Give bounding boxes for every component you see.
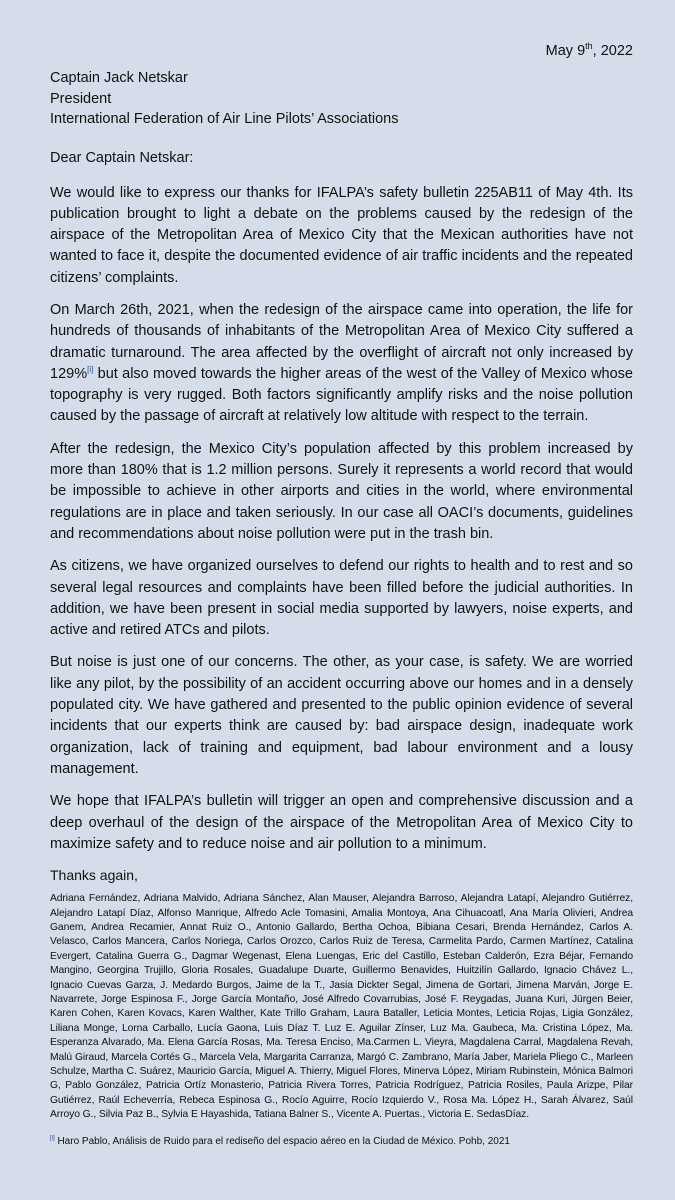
footnote-marker-link[interactable]: [i] (50, 1135, 55, 1142)
recipient-organization: International Federation of Air Line Pilots’ Associations (50, 111, 399, 127)
footnote-text: Haro Pablo, Análisis de Ruido para el rediseño del espacio aéreo en la Ciudad de México. Pohb, 2021 (54, 1135, 510, 1147)
salutation: Dear Captain Netskar: (50, 149, 194, 166)
date-day: May 9 (545, 43, 586, 59)
paragraph-thanks: We would like to express our thanks for IFALPA’s safety bulletin 225AB11 of May 4th. Its publication brought to light a debate on the problems caused by the redesign of the airspace of the Metropolitan Area of Mexico City that the Mexican authorities have not wanted to face it, despite the documented evidence of air traffic incidents and the repeated citizens’ complaints. (50, 184, 633, 286)
signatories-list: Adriana Fernández, Adriana Malvido, Adriana Sánchez, Alan Mauser, Alejandra Barroso, Alejandra Latapí, Alejandro Gutiérrez, Alejandro Latapí Díaz, Alfonso Manrique, Alfredo Acle Tomasini, Amalia Montoya, Ana Cihuacoatl, Ana María Olivieri, Andrea Ganem, Andrea Recamier, Annat Ruiz O., Antonio Gallardo, Bertha Ochoa, Bibiana Cesari, Brenda Hernández, Carlos A. Velasco, Carlos Mancera, Carlos Noriega, Carlos Orozco, Carlos Ruiz de Teresa, Carmelita Pardo, Carmen Martínez, Catalina Evergert, Catalina Guerra G., Dagmar Wegenast, Elena Luengas, Eric del Castillo, Esteban Calderón, Ezra Béjar, Fernando Mangino, Georgina Trujillo, Gloria Rosales, Guadalupe Duarte, Guillermo Benavides, Huitzilín Gallardo, Ignacio Chávez L., Ignacio Cuevas Garza, J. Medardo Burgos, Jaime de la T., Jasia Dickter Segal, Jimena de Gortari, Jimena Marván, Jorge E. Navarrete, Jorge Espinosa F., Jorge García Montaño, José Alfredo Covarrubias, José F. Reygadas, Juana Kuri, Jürgen Beier, Karen Cohen, Karen Kovacs, Karen Walther, Kate Trillo Graham, Laura Bataller, Leticia Montes, Leticia Rojas, Ligia González, Liliana Monge, Lorna Carballo, Lucía Gaona, Luis Díaz T. Luz E. Aguilar Zínser, Luz Ma. Gaubeca, Ma. Cristina López, Ma. Esperanza Alvarado, Ma. Elena García Rosas, Ma. Teresa Enciso, Ma.Carmen L. Vieyra, Magdalena Carral, Magdalena Revah, Malú Giraud, Marcela Cortés G., Marcela Vela, Margarita Carranza, Margó C. Zambrano, María Jaber, Mariela Pliego C., Marleen Schulze, Martha C. Suárez, Mauricio García, Miguel A. Thierry, Miguel Flores, Minerva López, Miriam Rubinstein, Mónica Balmori G, Pablo González, Patricia Ortíz Monasterio, Patricia Rivera Torres, Patricia Rodríguez, Patricia Rosiles, Paula Arizpe, Pilar Gutiérrez, Raúl Echeverría, Rebeca Espinosa G., Rocío Aguirre, Rocío Izquierdo V., Rosa Ma. López H., Sarah Álvarez, Saúl Arroyo G., Silvia Paz B., Sylvia E Hayashida, Tatiana Balner S., Vicente A. Puertas., Victoria E. SedasDíaz. (50, 893, 633, 1121)
paragraph-population: After the redesign, the Mexico City’s population affected by this problem increased by more than 180% that is 1.2 million persons. Surely it represents a world record that would be impossible to achieve in other airports and cities in the world, where environmental regulations are in place and taken seriously. In our case all OACI’s documents, guidelines and recommendations about noise pollution were put in the trash bin. (50, 440, 633, 542)
date-year: , 2022 (592, 43, 633, 59)
paragraph-redesign (50, 300, 633, 428)
closing: Thanks again, (50, 867, 138, 884)
footnote (50, 1135, 633, 1149)
date-ordinal: th (585, 41, 593, 52)
paragraph-redesign-part1: On March 26th, 2021, when the redesign of the airspace came into operation, the life for hundreds of thousands of inhabitants of the Metropolitan Area of Mexico City suffered a dramatic turnaround. The area affected by the overflight of aircraft not only increased by 129% (50, 301, 633, 382)
recipient-role: President (50, 90, 112, 107)
footnote-reference-link[interactable]: [i] (87, 365, 94, 375)
recipient-name: Captain Jack Netskar (50, 70, 188, 86)
letter-date (50, 42, 633, 60)
paragraph-safety: But noise is just one of our concerns. The other, as your case, is safety. We are worried like any pilot, by the possibility of an accident occurring above our homes and in a densely populated city. We have gathered and presented to the public opinion evidence of several incidents that our experts think are caused by: bad airspace design, inadequate work organization, lack of training and equipment, bad labour environment and a lousy management. (50, 654, 633, 777)
paragraph-citizens: As citizens, we have organized ourselves to defend our rights to health and to rest and so several legal resources and complaints have been filled before the judicial authorities. In addition, we have been present in social media supported by lawyers, noise experts, and active and retired ATCs and pilots. (50, 558, 633, 639)
paragraph-hope: We hope that IFALPA’s bulletin will trigger an open and comprehensive discussion and a deep overhaul of the design of the airspace of the Metropolitan Area of Mexico City to maximize safety and to reduce noise and air pollution to a minimum. (50, 793, 633, 852)
paragraph-redesign-part2: but also moved towards the higher areas of the west of the Valley of Mexico whose topography is very rugged. Both factors significantly amplify risks and the noise pollution caused by the passage of aircraft at relatively low altitude with respect to the terrain. (50, 365, 633, 425)
